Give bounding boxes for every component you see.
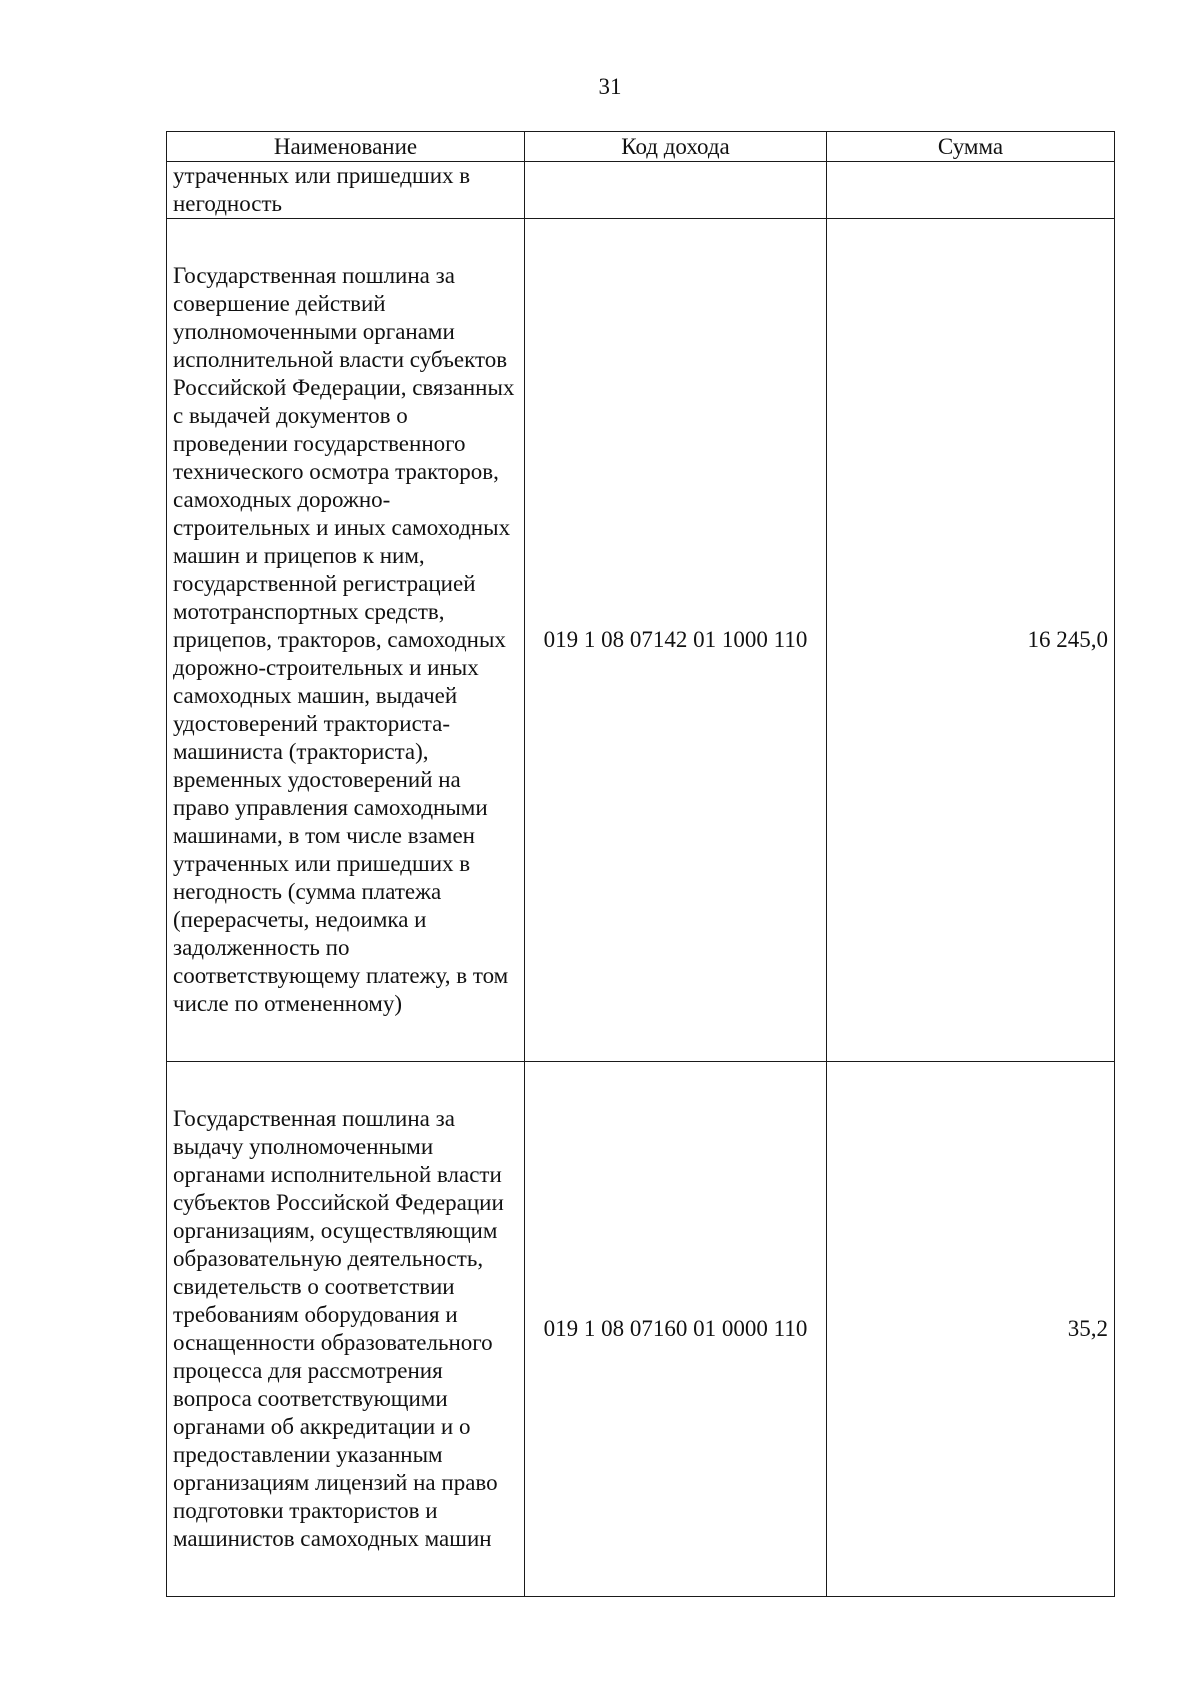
header-name: Наименование [167,132,525,162]
table-header [167,132,1115,162]
revenue-table [166,131,1115,1597]
row-sum-cell: 16 245,0 [827,219,1115,1062]
table-header-row [167,132,1115,162]
table-row [167,1062,1115,1597]
row-code-cell [525,162,827,219]
row-code-cell: 019 1 08 07160 01 0000 110 [525,1062,827,1597]
page-number: 31 [598,74,622,99]
row-name-cell: утраченных или пришедших в негодность [167,162,525,219]
row-code-cell: 019 1 08 07142 01 1000 110 [525,219,827,1062]
row-name-cell: Государственная пошлина за выдачу уполномоченными органами исполнительной власти субъектов Российской Федерации организациям, осуществляющим образовательную деятельность, свидетельств о соответствии требованиям оборудования и оснащенности образовательного процесса для рассмотрения вопроса соответствующими органами об аккредитации и о предоставлении указанным организациям лицензий на право подготовки трактористов и машинистов самоходных машин [167,1062,525,1597]
header-code: Код дохода [525,132,827,162]
row-name-cell: Государственная пошлина за совершение действий уполномоченными органами исполнительной власти субъектов Российской Федерации, связанных с выдачей документов о проведении государственного технического осмотра тракторов, самоходных дорожно-строительных и иных самоходных машин и прицепов к ним, государственной регистрацией мототранспортных средств, прицепов, тракторов, самоходных дорожно-строительных и иных самоходных машин, выдачей удостоверений тракториста-машиниста (тракториста), временных удостоверений на право управления самоходными машинами, в том числе взамен утраченных или пришедших в негодность (сумма платежа (перерасчеты, недоимка и задолженность по соответствующему платежу, в том числе по отмененному) [167,219,525,1062]
row-sum-cell [827,162,1115,219]
table-body [167,162,1115,1597]
table-row [167,162,1115,219]
row-sum-cell: 35,2 [827,1062,1115,1597]
header-sum: Сумма [827,132,1115,162]
table-row [167,219,1115,1062]
